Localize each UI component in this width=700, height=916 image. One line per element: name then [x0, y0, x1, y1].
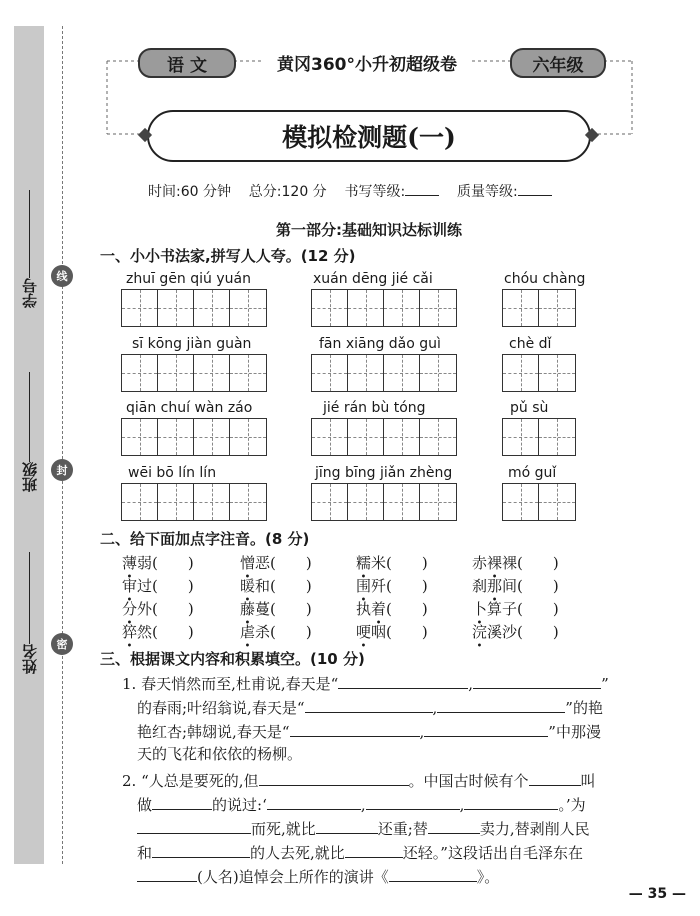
- answer-blank[interactable]: [345, 841, 403, 858]
- name-field: [14, 552, 44, 674]
- word-character: 咽: [371, 623, 387, 641]
- phonetic-word-item: [240, 621, 312, 642]
- writing-grid[interactable]: [311, 418, 457, 456]
- paren-close: ): [421, 554, 428, 572]
- word-character: 和: [255, 577, 271, 595]
- paren-open: (: [152, 623, 158, 641]
- subject-pill: 语 文: [138, 48, 236, 78]
- q1-text: 艳红杏;韩翃说,春天是“: [137, 723, 290, 741]
- answer-blank[interactable]: [424, 720, 548, 737]
- paren-close: ): [187, 554, 194, 572]
- q2-text: 2. “人总是要死的,但: [122, 772, 259, 790]
- student-id-field: [14, 190, 44, 308]
- dotted-character: 猝: [122, 623, 138, 641]
- paren-close: ): [187, 600, 194, 618]
- word-character: 米: [371, 554, 387, 572]
- phonetic-word-item: [472, 598, 559, 619]
- q2-text: 还重;替: [377, 820, 428, 838]
- word-character: 裸: [502, 554, 518, 572]
- dotted-character: 着: [371, 600, 387, 618]
- word-character: 杀: [255, 623, 271, 641]
- paren-close: ): [187, 623, 194, 641]
- seal-char-feng: 封: [51, 459, 73, 481]
- paren-close: ): [552, 600, 559, 618]
- answer-blank[interactable]: [338, 672, 468, 689]
- grade-pill: 六年级: [510, 48, 606, 78]
- phonetic-word-item: [122, 552, 194, 573]
- paren-close: ): [187, 577, 194, 595]
- class-label: 班级: [20, 462, 39, 492]
- student-id-label: 学号: [20, 278, 39, 308]
- q2-line-2: [137, 793, 586, 815]
- word-character: 过: [137, 577, 153, 595]
- quality-grade-blank[interactable]: [518, 179, 552, 196]
- answer-blank[interactable]: [152, 841, 250, 858]
- exam-total-score: 总分:120 分: [248, 184, 327, 200]
- word-character: 歼: [371, 577, 387, 595]
- q2-text: 还轻。”这段话出自毛泽东在: [402, 844, 583, 862]
- writing-grid[interactable]: [502, 289, 576, 327]
- word-character: 溪沙: [487, 623, 518, 641]
- q2-text: ,: [360, 796, 366, 814]
- answer-blank[interactable]: [316, 817, 378, 834]
- seal-char-xian: 线: [51, 265, 73, 287]
- paren-open: (: [270, 600, 276, 618]
- paren-open: (: [517, 600, 523, 618]
- phonetic-word-item: [122, 575, 194, 596]
- phonetic-word-item: [122, 621, 194, 642]
- phonetic-word-item: [356, 598, 428, 619]
- dotted-character: 藤: [240, 600, 256, 618]
- paren-open: (: [517, 554, 523, 572]
- pinyin-label: pǔ sù: [510, 400, 549, 416]
- writing-grid[interactable]: [121, 354, 267, 392]
- q2-text: ,: [459, 796, 465, 814]
- word-character: 赤: [472, 554, 488, 572]
- dotted-character: 审: [122, 577, 138, 595]
- answer-blank[interactable]: [152, 793, 212, 810]
- q2-text: (人名)追悼会上所作的演讲《: [197, 868, 389, 886]
- page-number: — 35 —: [628, 886, 686, 902]
- writing-grid[interactable]: [121, 418, 267, 456]
- pinyin-label: zhuī gēn qiú yuán: [126, 271, 251, 287]
- dotted-character: 那: [487, 577, 503, 595]
- q2-text: 叫: [580, 772, 596, 790]
- q2-line-4: [137, 841, 583, 863]
- word-character: 然: [137, 623, 153, 641]
- answer-blank[interactable]: [464, 793, 558, 810]
- section-one-title: 一、小小书法家,拼写人人夸。(12 分): [100, 247, 356, 265]
- q1-line-1: [122, 672, 609, 694]
- name-line: [29, 552, 30, 644]
- paren-close: ): [552, 554, 559, 572]
- writing-grade-label: 书写等级:: [344, 184, 406, 200]
- dotted-character: 糯: [356, 554, 372, 572]
- paren-close: ): [552, 577, 559, 595]
- dotted-character: 暖: [240, 577, 256, 595]
- q2-text: 做: [137, 796, 153, 814]
- answer-blank[interactable]: [137, 817, 251, 834]
- paren-close: ): [305, 554, 312, 572]
- paren-open: (: [386, 554, 392, 572]
- dotted-character: 浣: [472, 623, 488, 641]
- class-line: [29, 372, 30, 462]
- pinyin-label: sī kōng jiàn guàn: [132, 336, 252, 352]
- phonetic-word-item: [240, 575, 312, 596]
- answer-blank[interactable]: [267, 793, 361, 810]
- q2-text: 》。: [476, 868, 500, 886]
- dotted-character: 分: [122, 600, 138, 618]
- word-character: 外: [137, 600, 153, 618]
- seal-char-mi: 密: [51, 633, 73, 655]
- paren-close: ): [421, 577, 428, 595]
- q2-line-1: [122, 769, 596, 791]
- q2-text: 的人去死,就比: [250, 844, 345, 862]
- paren-open: (: [386, 600, 392, 618]
- answer-blank[interactable]: [290, 720, 420, 737]
- pinyin-label: mó guǐ: [508, 465, 557, 481]
- paren-open: (: [270, 577, 276, 595]
- writing-grid[interactable]: [121, 483, 267, 521]
- dotted-character: 憎: [240, 554, 256, 572]
- writing-grid[interactable]: [311, 483, 457, 521]
- section-three-title: 三、根据课文内容和积累填空。(10 分): [100, 650, 365, 668]
- pinyin-label: xuán dēng jié cǎi: [313, 271, 433, 287]
- writing-grid[interactable]: [121, 289, 267, 327]
- phonetic-word-item: [472, 552, 559, 573]
- writing-grid[interactable]: [502, 354, 576, 392]
- section-two-title: 二、给下面加点字注音。(8 分): [100, 530, 310, 548]
- word-character: 执: [356, 600, 372, 618]
- answer-blank[interactable]: [529, 769, 581, 786]
- paren-open: (: [386, 623, 392, 641]
- paren-open: (: [270, 554, 276, 572]
- paren-close: ): [305, 623, 312, 641]
- name-label: 姓名: [20, 644, 39, 674]
- answer-blank[interactable]: [305, 696, 433, 713]
- writing-grid[interactable]: [311, 354, 457, 392]
- q1-line-2: [137, 696, 603, 718]
- paren-close: ): [421, 600, 428, 618]
- q1-text: 1. 春天悄然而至,杜甫说,春天是“: [122, 675, 339, 693]
- pinyin-label: wēi bō lín lín: [128, 465, 217, 481]
- pinyin-label: chóu chàng: [504, 271, 586, 287]
- paren-open: (: [270, 623, 276, 641]
- phonetic-word-item: [356, 575, 428, 596]
- paren-open: (: [517, 577, 523, 595]
- word-character: 间: [502, 577, 518, 595]
- paren-close: ): [421, 623, 428, 641]
- answer-blank[interactable]: [137, 865, 197, 882]
- class-field: [14, 372, 44, 492]
- q1-text: 的春雨;叶绍翁说,春天是“: [137, 699, 305, 717]
- phonetic-word-item: [240, 552, 312, 573]
- paren-close: ): [305, 577, 312, 595]
- paren-open: (: [152, 600, 158, 618]
- dotted-character: 围: [356, 577, 372, 595]
- q2-text: 和: [137, 844, 153, 862]
- q1-text: ”中那漫: [548, 723, 601, 741]
- phonetic-word-item: [472, 575, 559, 596]
- part-one-title: 第一部分:基础知识达标训练: [276, 221, 462, 239]
- pinyin-label: jié rán bù tóng: [323, 400, 426, 416]
- answer-blank[interactable]: [473, 672, 601, 689]
- q1-text: ,: [432, 699, 438, 717]
- phonetic-word-item: [240, 598, 312, 619]
- paren-close: ): [305, 600, 312, 618]
- quality-grade-label: 质量等级:: [457, 184, 518, 200]
- pinyin-label: jīng bīng jiǎn zhèng: [315, 465, 453, 481]
- q1-line-4: 天的飞花和依依的杨柳。: [137, 745, 303, 763]
- q1-text: ”的艳: [565, 699, 603, 717]
- writing-grid[interactable]: [502, 418, 576, 456]
- exam-title: 模拟检测题(一): [282, 123, 456, 152]
- dotted-character: 卜: [472, 600, 488, 618]
- q2-text: 卖力,替剥削人民: [479, 820, 590, 838]
- q2-text: 。’为: [558, 796, 586, 814]
- paren-close: ): [552, 623, 559, 641]
- q2-text: 而死,就比: [251, 820, 316, 838]
- answer-blank[interactable]: [259, 769, 409, 786]
- answer-blank[interactable]: [437, 696, 565, 713]
- q2-line-5: [137, 865, 499, 887]
- phonetic-word-item: [356, 552, 428, 573]
- answer-blank[interactable]: [389, 865, 477, 882]
- dotted-character: 薄: [122, 554, 138, 572]
- word-character: 恶: [255, 554, 271, 572]
- q1-text: ,: [419, 723, 425, 741]
- q1-line-3: [137, 720, 601, 742]
- phonetic-word-item: [472, 621, 559, 642]
- q2-text: 。中国古时候有个: [408, 772, 529, 790]
- student-id-line: [29, 190, 30, 278]
- q1-text: ”: [601, 675, 609, 693]
- dotted-character: 裸: [487, 554, 503, 572]
- dotted-character: 虐: [240, 623, 256, 641]
- q1-text: ,: [468, 675, 474, 693]
- writing-grid[interactable]: [502, 483, 576, 521]
- q2-line-3: [137, 817, 590, 839]
- pinyin-label: qiān chuí wàn záo: [126, 400, 253, 416]
- word-character: 蔓: [255, 600, 271, 618]
- exam-info: [148, 179, 552, 201]
- word-character: 算子: [487, 600, 518, 618]
- pinyin-label: chè dǐ: [509, 336, 552, 352]
- paren-open: (: [386, 577, 392, 595]
- pinyin-label: fān xiāng dǎo guì: [319, 336, 441, 352]
- word-character: 刹: [472, 577, 488, 595]
- paren-open: (: [517, 623, 523, 641]
- writing-grade-blank[interactable]: [405, 179, 439, 196]
- series-title: 黄冈360°小升初超级卷: [277, 55, 457, 75]
- phonetic-word-item: [356, 621, 428, 642]
- exam-time: 时间:60 分钟: [148, 184, 231, 200]
- paren-open: (: [152, 554, 158, 572]
- answer-blank[interactable]: [428, 817, 480, 834]
- phonetic-word-item: [122, 598, 194, 619]
- word-character: 弱: [137, 554, 153, 572]
- dotted-character: 哽: [356, 623, 372, 641]
- writing-grid[interactable]: [311, 289, 457, 327]
- paren-open: (: [152, 577, 158, 595]
- header-frame: [0, 0, 700, 200]
- q2-text: 的说过:‘: [212, 796, 267, 814]
- answer-blank[interactable]: [366, 793, 460, 810]
